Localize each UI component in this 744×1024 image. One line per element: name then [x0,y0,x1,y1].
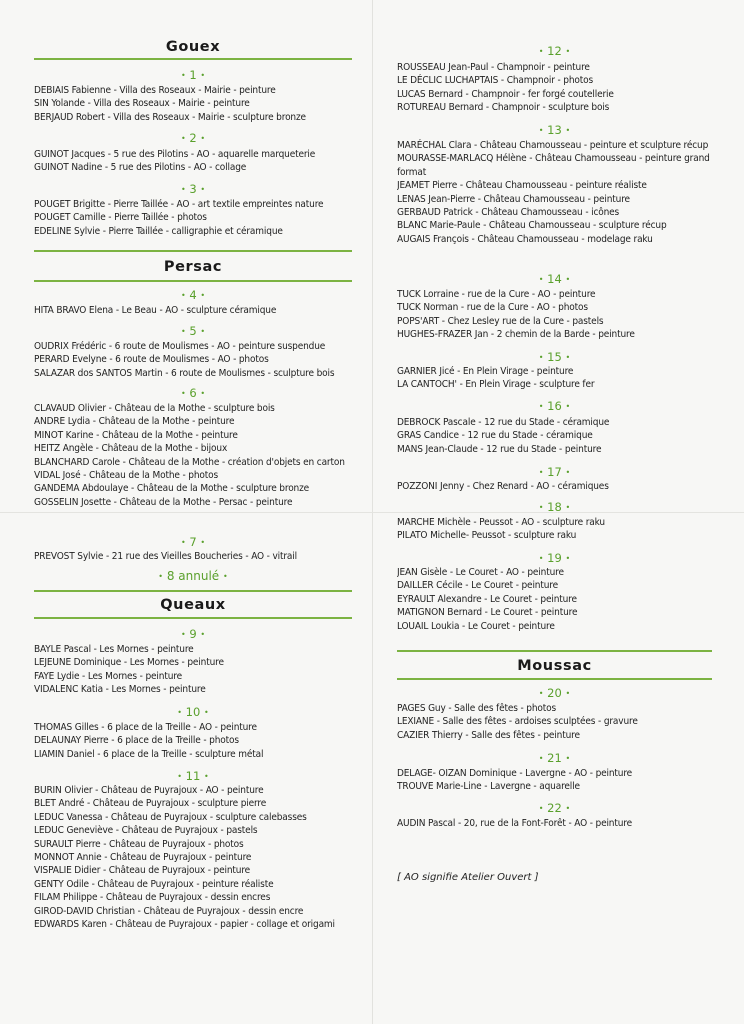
artist-entry: GUINOT Jacques - 5 rue des Pilotins - AO - aquarelle marqueterie [34,149,316,160]
artist-entry: CLAVAUD Olivier - Château de la Mothe - sculpture bois [34,403,275,414]
section-title-persac: Persac [163,259,223,275]
artist-entry: DEBIAIS Fabienne - Villa des Roseaux - Mairie - peinture [34,85,276,96]
artist-entry: BURIN Olivier - Château de Puyrajoux - AO - peinture [34,785,264,796]
artist-entry: TUCK Norman - rue de la Cure - AO - photos [397,302,588,314]
artist-entry: GARNIER Jicé - En Plein Virage - peinture [397,366,574,377]
artist-entry: MINOT Karine - Château de la Mothe - peinture [34,429,238,441]
artist-entry: LEDUC Geneviève - Château de Puyrajoux - pastels [34,825,258,837]
artist-entry: LE DÉCLIC LUCHAPTAIS - Champnoir - photos [397,75,593,87]
artist-entry: JEAMET Pierre - Château Chamousseau - peinture réaliste [397,180,647,192]
section-rule [34,250,352,252]
section-rule [397,678,712,680]
artist-entry: LA CANTOCH' - En Plein Virage - sculpture fer [397,379,595,391]
group-number: • 5 • [180,324,206,338]
artist-entry: LENAS Jean-Pierre - Château Chamousseau - peinture [397,193,630,205]
group-5-list [34,340,352,380]
artist-entry: LEJEUNE Dominique - Les Mornes - peinture [34,657,224,669]
artist-entry: MATIGNON Bernard - Le Couret - peinture [397,607,578,619]
group-number: • 10 • [177,705,209,719]
artist-entry: ANDRE Lydia - Château de la Mothe - peinture [34,416,235,428]
artist-entry: BLANCHARD Carole - Château de la Mothe - création d'objets en carton [34,456,345,468]
group-number: • 9 • [180,627,206,641]
group-number: • 1 • [180,68,206,82]
group-number: • 20 • [538,686,571,700]
section-rule [34,617,352,619]
artist-entry: MARÉCHAL Clara - Château Chamousseau - peinture et sculpture récup [397,140,709,151]
artist-entry: VIDAL José - Château de la Mothe - photos [34,470,219,482]
artist-entry: LIAMIN Daniel - 6 place de la Treille - sculpture métal [34,748,264,760]
artist-entry: EYRAULT Alexandre - Le Couret - peinture [397,593,577,605]
artist-entry: BERJAUD Robert - Villa des Roseaux - Mairie - sculpture bronze [34,111,306,123]
artist-entry: THOMAS Gilles - 6 place de la Treille - AO - peinture [34,722,257,733]
group-3-list [34,198,352,238]
artist-entry: POZZONI Jenny - Chez Renard - AO - céramiques [397,481,609,492]
artist-entry: CAZIER Thierry - Salle des fêtes - peinture [397,729,580,741]
artist-entry: MANS Jean-Claude - 12 rue du Stade - peinture [397,443,602,455]
artist-entry: OUDRIX Frédéric - 6 route de Moulismes - AO - peinture suspendue [34,341,326,352]
group-20-list [397,702,712,742]
artist-entry: MONNOT Annie - Château de Puyrajoux - peinture [34,852,252,864]
section-title-queaux: Queaux [160,597,226,613]
group-number: • 21 • [538,751,571,765]
artist-entry: DEBROCK Pascale - 12 rue du Stade - céramique [397,417,610,428]
group-12-list [397,61,712,115]
artist-entry: TUCK Lorraine - rue de la Cure - AO - peinture [397,289,596,300]
artist-entry: AUGAIS François - Château Chamousseau - modelage raku [397,233,653,245]
group-1-list [34,84,352,124]
artist-entry: LEXIANE - Salle des fêtes - ardoises sculptées - gravure [397,716,638,728]
artist-entry: MARCHE Michèle - Peussot - AO - sculpture raku [397,517,605,528]
artist-entry: ROUSSEAU Jean-Paul - Champnoir - peinture [397,62,590,73]
group-2-list [34,148,352,175]
group-9-list [34,643,352,697]
group-15-list [397,365,712,392]
artist-entry: LEDUC Vanessa - Château de Puyrajoux - sculpture calebasses [34,811,307,823]
artist-entry: AUDIN Pascal - 20, rue de la Font-Forêt - AO - peinture [397,818,633,829]
group-16-list [397,416,712,456]
group-11-list [34,784,352,931]
section-title-gouex: Gouex [165,39,221,55]
artist-entry: PILATO Michelle- Peussot - sculpture raku [397,530,577,542]
artist-entry: SURAULT Pierre - Château de Puyrajoux - photos [34,838,244,850]
group-number: • 17 • [538,465,571,479]
artist-entry: JEAN Gisèle - Le Couret - AO - peinture [397,567,564,578]
artist-entry: GANDEMA Abdoulaye - Château de la Mothe - sculpture bronze [34,483,310,495]
artist-entry: GOSSELIN Josette - Château de la Mothe - Persac - peinture [34,496,293,508]
artist-entry: POUGET Brigitte - Pierre Taillée - AO - art textile empreintes nature [34,199,324,210]
artist-entry: DAILLER Cécile - Le Couret - peinture [397,580,558,592]
group-number: • 6 • [180,386,206,400]
group-number: • 7 • [180,535,206,549]
artist-entry: VIDALENC Katia - Les Mornes - peinture [34,684,206,696]
section-rule [397,650,712,652]
group-19-list [397,566,712,633]
group-number: • 12 • [538,44,571,58]
group-4-list [34,304,352,317]
artist-entry: VISPALIE Didier - Château de Puyrajoux - peinture [34,865,251,877]
group-number: • 15 • [538,350,571,364]
artist-entry: FAYE Lydie - Les Mornes - peinture [34,670,182,682]
artist-entry: BLET André - Château de Puyrajoux - sculpture pierre [34,798,267,810]
group-18-list [397,516,712,543]
group-number: • 4 • [180,288,206,302]
artist-entry: GRAS Candice - 12 rue du Stade - céramique [397,430,593,442]
artist-entry: TROUVE Marie-Line - Lavergne - aquarelle [397,781,580,793]
group-14-list [397,288,712,342]
artist-entry: GUINOT Nadine - 5 rue des Pilotins - AO - collage [34,162,247,174]
group-number: • 22 • [538,801,571,815]
group-7-list [34,550,352,563]
artist-entry: POPS'ART - Chez Lesley rue de la Cure - pastels [397,315,604,327]
artist-entry: LOUAIL Loukia - Le Couret - peinture [397,620,555,632]
artist-entry: FILAM Philippe - Château de Puyrajoux - dessin encres [34,892,271,904]
artist-entry: EDWARDS Karen - Château de Puyrajoux - papier - collage et origami [34,919,335,931]
artist-entry: GERBAUD Patrick - Château Chamousseau - icônes [397,207,620,219]
group-10-list [34,721,352,761]
group-number: • 19 • [538,551,571,565]
artist-entry: PERARD Evelyne - 6 route de Moulismes - AO - photos [34,354,269,366]
artist-entry: GIROD-DAVID Christian - Château de Puyrajoux - dessin encre [34,905,304,917]
group-number: • 16 • [538,399,571,413]
section-rule [34,280,352,282]
group-13-list [397,139,712,246]
group-number: • 18 • [538,500,571,514]
artist-entry: LUCAS Bernard - Champnoir - fer forgé coutellerie [397,88,614,100]
artist-entry: BAYLE Pascal - Les Mornes - peinture [34,644,194,655]
group-number: • 11 • [177,769,209,783]
artist-entry: MOURASSE-MARLACQ Hélène - Château Chamousseau - peinture grand format [397,153,710,178]
artist-entry: DELAGE- OIZAN Dominique - Lavergne - AO - peinture [397,768,633,779]
artist-entry: POUGET Camille - Pierre Taillée - photos [34,212,207,224]
group-number: • 2 • [180,131,206,145]
group-22-list [397,817,712,830]
artist-entry: PREVOST Sylvie - 21 rue des Vieilles Boucheries - AO - vitrail [34,551,297,562]
group-8-cancelled: • 8 annulé • [158,569,228,583]
group-17-list [397,480,712,493]
footnote: [ AO signifie Atelier Ouvert ] [397,872,539,883]
artist-entry: SALAZAR dos SANTOS Martin - 6 route de Moulismes - sculpture bois [34,367,335,379]
group-21-list [397,767,712,794]
group-number: • 13 • [538,123,571,137]
artist-entry: HUGHES-FRAZER Jan - 2 chemin de la Barde - peinture [397,329,635,341]
section-title-moussac: Moussac [517,658,592,674]
group-number: • 3 • [180,182,206,196]
artist-entry: PAGES Guy - Salle des fêtes - photos [397,703,557,714]
artist-entry: SIN Yolande - Villa des Roseaux - Mairie - peinture [34,98,250,110]
artist-entry: HITA BRAVO Elena - Le Beau - AO - sculpture céramique [34,305,277,316]
artist-entry: EDELINE Sylvie - Pierre Taillée - calligraphie et céramique [34,225,283,237]
artist-entry: BLANC Marie-Paule - Château Chamousseau - sculpture récup [397,220,667,232]
section-rule [34,58,352,60]
artist-entry: HEITZ Angèle - Château de la Mothe - bijoux [34,443,228,455]
artist-entry: DELAUNAY Pierre - 6 place de la Treille - photos [34,735,239,747]
artist-entry: ROTUREAU Bernard - Champnoir - sculpture bois [397,102,610,114]
artist-entry: GENTY Odile - Château de Puyrajoux - peinture réaliste [34,878,274,890]
group-number: • 14 • [538,272,571,286]
group-6-list [34,402,352,509]
section-rule [34,590,352,592]
